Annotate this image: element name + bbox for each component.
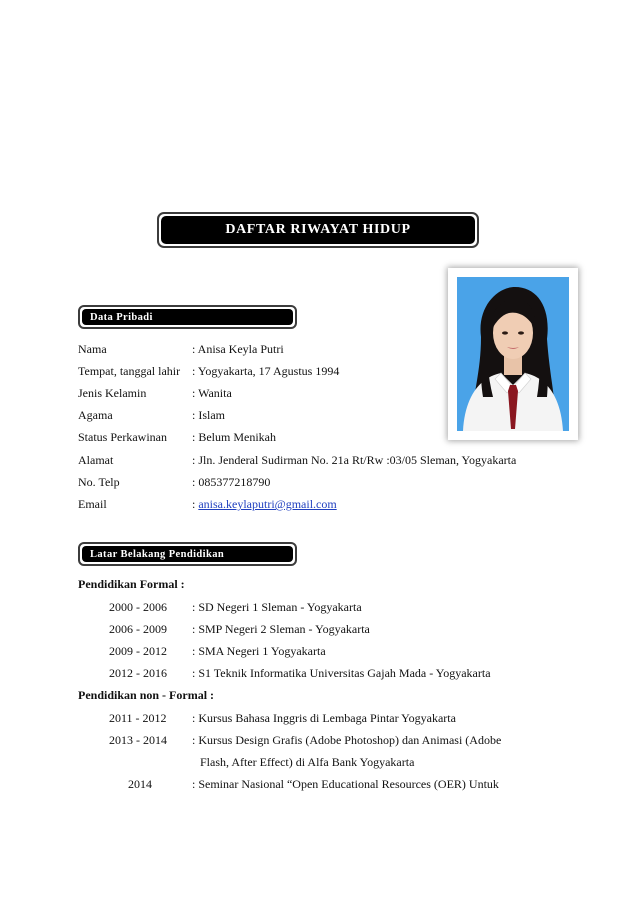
value-gender: : Wanita bbox=[192, 386, 232, 400]
value-address: : Jln. Jenderal Sudirman No. 21a Rt/Rw :03/05 Sleman, Yogyakarta bbox=[192, 453, 517, 467]
label-marital: Status Perkawinan bbox=[78, 430, 167, 444]
label-name: Nama bbox=[78, 342, 107, 356]
section-banner-education bbox=[78, 542, 297, 566]
value-marital: : Belum Menikah bbox=[192, 430, 276, 444]
formal-years: 2009 - 2012 bbox=[109, 644, 167, 658]
formal-desc: : SMP Negeri 2 Sleman - Yogyakarta bbox=[192, 622, 370, 636]
nonformal-years: 2014 bbox=[128, 777, 152, 791]
value-phone: : 085377218790 bbox=[192, 475, 271, 489]
value-religion: : Islam bbox=[192, 408, 225, 422]
label-phone: No. Telp bbox=[78, 475, 120, 489]
email-prefix: : bbox=[192, 497, 199, 511]
value-name: : Anisa Keyla Putri bbox=[192, 342, 284, 356]
label-birth: Tempat, tanggal lahir bbox=[78, 364, 181, 378]
formal-desc: : SD Negeri 1 Sleman - Yogyakarta bbox=[192, 600, 362, 614]
value-birth: : Yogyakarta, 17 Agustus 1994 bbox=[192, 364, 340, 378]
label-address: Alamat bbox=[78, 453, 114, 467]
formal-heading: Pendidikan Formal : bbox=[78, 577, 185, 591]
formal-desc: : SMA Negeri 1 Yogyakarta bbox=[192, 644, 326, 658]
section-title-personal: Data Pribadi bbox=[82, 309, 293, 325]
formal-years: 2012 - 2016 bbox=[109, 666, 167, 680]
nonformal-desc-cont: Flash, After Effect) di Alfa Bank Yogyakarta bbox=[200, 755, 415, 769]
nonformal-desc: : Kursus Bahasa Inggris di Lembaga Pintar Yogyakarta bbox=[192, 711, 456, 725]
formal-years: 2000 - 2006 bbox=[109, 600, 167, 614]
nonformal-years: 2011 - 2012 bbox=[109, 711, 167, 725]
profile-photo bbox=[448, 268, 578, 440]
nonformal-desc: : Kursus Design Grafis (Adobe Photoshop) dan Animasi (Adobe bbox=[192, 733, 502, 747]
page-title: DAFTAR RIWAYAT HIDUP bbox=[161, 216, 475, 244]
formal-years: 2006 - 2009 bbox=[109, 622, 167, 636]
title-banner bbox=[157, 212, 479, 248]
label-email: Email bbox=[78, 497, 107, 511]
portrait-image bbox=[457, 277, 569, 431]
section-title-education: Latar Belakang Pendidikan bbox=[82, 546, 293, 562]
formal-desc: : S1 Teknik Informatika Universitas Gajah Mada - Yogyakarta bbox=[192, 666, 491, 680]
email-link[interactable]: anisa.keylaputri@gmail.com bbox=[198, 497, 337, 511]
nonformal-heading: Pendidikan non - Formal : bbox=[78, 688, 215, 702]
section-banner-personal bbox=[78, 305, 297, 329]
label-gender: Jenis Kelamin bbox=[78, 386, 147, 400]
nonformal-desc: : Seminar Nasional “Open Educational Resources (OER) Untuk bbox=[192, 777, 499, 791]
nonformal-years: 2013 - 2014 bbox=[109, 733, 167, 747]
value-email bbox=[192, 497, 337, 511]
label-religion: Agama bbox=[78, 408, 113, 422]
